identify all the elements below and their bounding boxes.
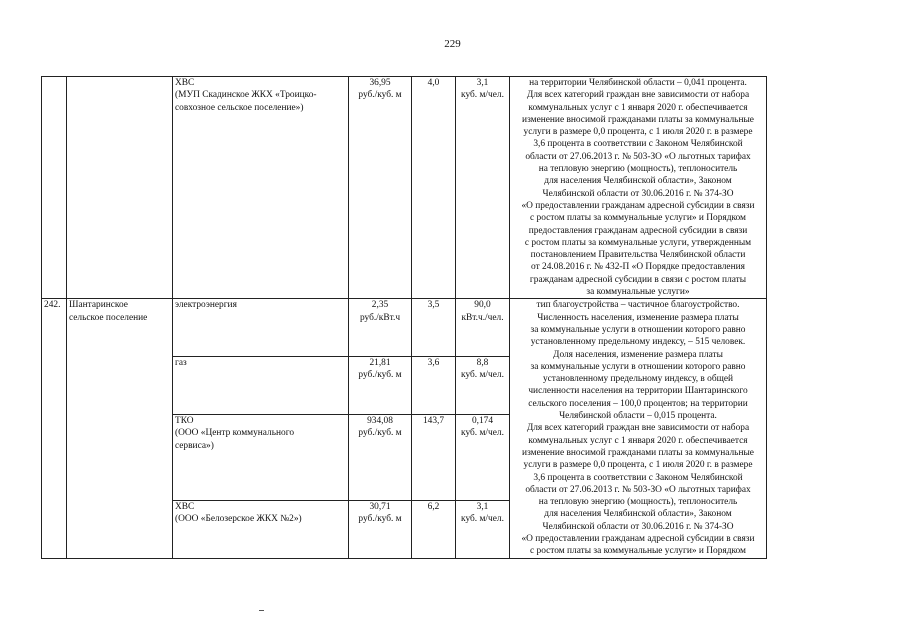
text-line: совхозное сельское поселение») [175, 102, 304, 113]
text-line: с ростом платы за коммунальные услуги, утвержденным [524, 237, 752, 248]
text-line: предоставления гражданам адресной субсидии в связи [528, 225, 748, 236]
text-line: коммунальных услуг с 1 января 2020 г. обеспечивается [528, 435, 748, 446]
index-cell: 143,7 [412, 415, 456, 501]
tariff-cell [349, 500, 412, 558]
index-cell: 3,5 [412, 299, 456, 357]
text-line: 90,0 [474, 300, 491, 311]
tariff-table [41, 76, 767, 559]
tariff-cell [349, 415, 412, 501]
text-line: на тепловую энергию (мощность), теплоноситель [538, 164, 738, 175]
text-line: Челябинской области от 30.06.2016 г. № 374-ЗО [542, 521, 734, 532]
text-line: изменение вносимой гражданами платы за коммунальные [522, 114, 754, 125]
text-line: услуги в размере 0,0 процента, с 1 июля 2020 г. в размере [523, 460, 753, 471]
text-line: сельского поселения – 100,0 процентов; на территории [528, 398, 748, 409]
text-line: 36,95 [369, 78, 391, 88]
text-line: куб. м/чел. [461, 90, 504, 101]
text-line: от 24.08.2016 г. № 432-П «О Порядке предоставления [531, 262, 745, 273]
text-line: для населения Челябинской области», Законом [544, 176, 732, 187]
table-row [42, 299, 767, 357]
index-cell: 3,6 [412, 357, 456, 415]
text-line: 30,71 [369, 501, 391, 512]
settlement-name-cell [67, 77, 173, 299]
text-line: руб./куб. м [358, 428, 402, 439]
text-line: с ростом платы за коммунальные услуги» и Порядком [530, 546, 746, 557]
page-number: 229 [444, 38, 461, 50]
text-line: кВт.ч./чел. [461, 312, 504, 323]
text-line: руб./куб. м [358, 90, 402, 101]
text-line: для населения Челябинской области», Законом [544, 509, 732, 520]
text-line: сельское поселение [69, 312, 148, 323]
volume-cell [456, 299, 510, 357]
text-line: куб. м/чел. [461, 428, 504, 439]
text-line: руб./куб. м [358, 513, 402, 524]
text-line: руб./куб. м [358, 370, 402, 381]
tariff-cell [349, 357, 412, 415]
volume-cell [456, 415, 510, 501]
table-row [42, 77, 767, 299]
text-line: ХВС [175, 501, 195, 512]
text-line: «О предоставлении гражданам адресной субсидии в связи [521, 533, 755, 544]
text-line: коммунальных услуг с 1 января 2020 г. обеспечивается [528, 102, 748, 113]
text-line: Доля населения, изменение размера платы [553, 349, 723, 360]
service-cell [173, 357, 349, 415]
text-line: области от 27.06.2013 г. № 503-ЗО «О льготных тарифах [525, 151, 751, 162]
row-number-cell [42, 77, 67, 299]
text-line: электроэнергия [175, 300, 237, 311]
text-line: куб. м/чел. [461, 513, 504, 524]
text-line: (ООО «Центр коммунального [175, 428, 295, 439]
service-cell [173, 500, 349, 558]
volume-cell [456, 500, 510, 558]
text-line: ХВС [175, 78, 195, 88]
tariff-cell [349, 299, 412, 357]
tariff-cell [349, 77, 412, 299]
text-line: установленному предельному индексу, – 515 человек. [530, 337, 746, 348]
text-line: области от 27.06.2013 г. № 503-ЗО «О льготных тарифах [525, 484, 751, 495]
text-line: «О предоставлении гражданам адресной субсидии в связи [521, 200, 755, 211]
text-line: Для всех категорий граждан вне зависимости от набора [526, 423, 750, 434]
text-line: за коммунальные услуги в отношении которого равно [530, 361, 746, 372]
text-line: 2,35 [371, 300, 389, 311]
index-cell: 6,2 [412, 500, 456, 558]
text-line: руб./кВт.ч [359, 312, 401, 323]
text-line: 21,81 [369, 358, 391, 369]
scan-mark [259, 610, 264, 611]
text-line: сервиса») [175, 440, 214, 451]
volume-cell [456, 357, 510, 415]
text-line: (МУП Скадинское ЖКХ «Троицко- [175, 90, 317, 101]
volume-cell [456, 77, 510, 299]
text-line: 934,08 [367, 416, 393, 427]
text-line: Численность населения, изменение размера платы [537, 312, 739, 323]
text-line: на тепловую энергию (мощность), теплоноситель [538, 497, 738, 508]
text-line: тип благоустройства – частичное благоустройство. [536, 300, 740, 311]
text-line: 0,174 [471, 416, 494, 427]
text-line: Челябинской области – 0,015 процента. [559, 411, 717, 422]
text-line: 3,6 процента в соответствии с Законом Челябинской [533, 139, 743, 150]
text-line: (ООО «Белозерское ЖКХ №2») [175, 513, 302, 524]
service-cell [173, 415, 349, 501]
text-line: за коммунальные услуги в отношении которого равно [530, 324, 746, 335]
service-cell [173, 77, 349, 299]
row-number-cell: 242. [42, 299, 67, 558]
text-line: Шантаринское [69, 300, 128, 311]
text-line: 3,1 [476, 501, 489, 512]
text-line: 3,1 [476, 78, 489, 88]
text-line: 8,8 [476, 358, 489, 369]
settlement-name-cell [67, 299, 173, 558]
description-cell [510, 77, 767, 299]
text-line: Челябинской области от 30.06.2016 г. № 374-ЗО [542, 188, 734, 199]
text-line: ТКО [175, 416, 194, 427]
text-line: на территории Челябинской области – 0,041 процента. [529, 78, 747, 88]
text-line: 3,6 процента в соответствии с Законом Челябинской [533, 472, 743, 483]
text-line: Для всех категорий граждан вне зависимости от набора [526, 90, 750, 101]
text-line: за коммунальные услуги» [586, 287, 690, 298]
text-line: установленному предельному индексу, в общей [542, 374, 734, 385]
text-line: газ [175, 358, 187, 369]
text-line: с ростом платы за коммунальные услуги» и Порядком [530, 213, 746, 224]
index-cell: 4,0 [412, 77, 456, 299]
service-cell [173, 299, 349, 357]
text-line: куб. м/чел. [461, 370, 504, 381]
text-line: постановлением Правительства Челябинской области [530, 250, 746, 261]
text-line: гражданам адресной субсидии в связи с ростом платы [529, 274, 747, 285]
text-line: численности населения на территории Шантаринского [528, 386, 748, 397]
text-line: услуги в размере 0,0 процента, с 1 июля 2020 г. в размере [523, 127, 753, 138]
description-cell [510, 299, 767, 558]
text-line: изменение вносимой гражданами платы за коммунальные [522, 447, 754, 458]
